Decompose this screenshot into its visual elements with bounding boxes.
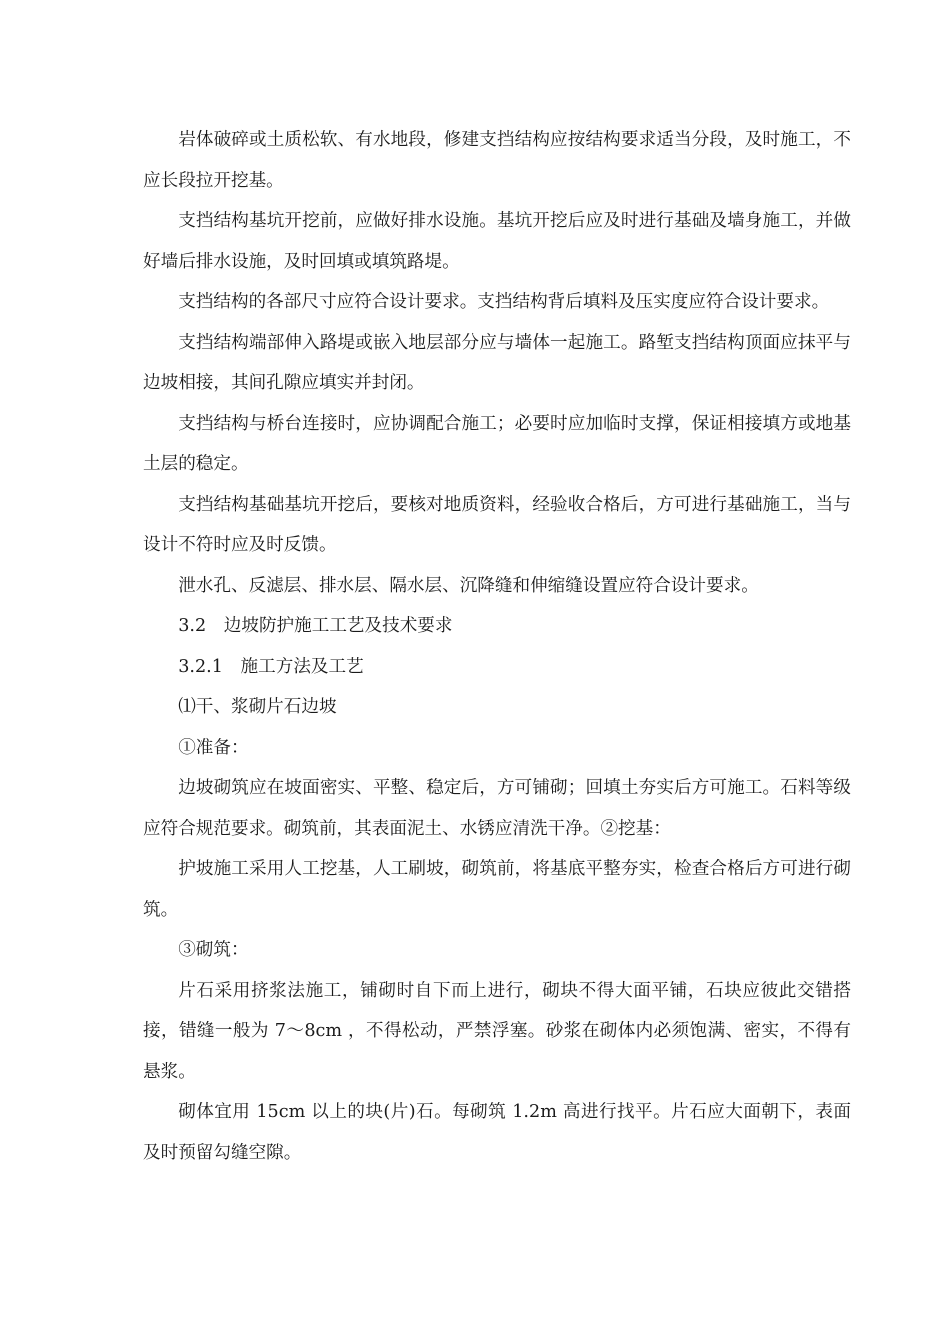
paragraph-excavation: 护坡施工采用人工挖基，人工刷坡，砌筑前，将基底平整夯实，检查合格后方可进行砌筑。 xyxy=(143,859,851,920)
paragraph-preparation: 边坡砌筑应在坡面密实、平整、稳定后，方可铺砌；回填土夯实后方可施工。石料等级应符合规范要求。砌筑前，其表面泥土、水锈应清洗干净。②挖基： xyxy=(143,778,851,839)
paragraph-mortar-method: 片石采用挤浆法施工，铺砌时自下而上进行，砌块不得大面平铺，石块应彼此交错搭接，错缝一般为 7～8cm ，不得松动，严禁浮塞。砂浆在砌体内必须饱满、密实，不得有悬浆。 xyxy=(143,980,851,1082)
step-heading-preparation: ①准备： xyxy=(178,737,249,758)
paragraph-end-embedding: 支挡结构端部伸入路堤或嵌入地层部分应与墙体一起施工。路堑支挡结构顶面应抹平与边坡相接，其间孔隙应填实并封闭。 xyxy=(143,332,851,393)
section-heading-3-2-1: 3.2.1 施工方法及工艺 xyxy=(178,656,364,677)
subheading-masonry-slope: ⑴干、浆砌片石边坡 xyxy=(178,697,337,717)
paragraph-stone-size: 砌体宜用 15cm 以上的块(片)石。每砌筑 1.2m 高进行找平。片石应大面朝下，表面及时预留勾缝空隙。 xyxy=(143,1102,851,1163)
paragraph-abutment-connection: 支挡结构与桥台连接时，应协调配合施工；必要时应加临时支撑，保证相接填方或地基土层的稳定。 xyxy=(143,413,851,474)
paragraph-support-structure-segmentation: 岩体破碎或土质松软、有水地段，修建支挡结构应按结构要求适当分段，及时施工，不应长段拉开挖基。 xyxy=(143,130,851,191)
section-heading-3-2: 3.2 边坡防护施工工艺及技术要求 xyxy=(178,616,453,636)
paragraph-geology-verification: 支挡结构基础基坑开挖后，要核对地质资料，经验收合格后，方可进行基础施工，当与设计不符时应及时反馈。 xyxy=(143,494,851,555)
document-body xyxy=(143,120,851,1173)
step-heading-masonry: ③砌筑： xyxy=(178,940,249,960)
paragraph-dimensions-requirement: 支挡结构的各部尺寸应符合设计要求。支挡结构背后填料及压实度应符合设计要求。 xyxy=(178,292,830,312)
paragraph-drainage-joints: 泄水孔、反滤层、排水层、隔水层、沉降缝和伸缩缝设置应符合设计要求。 xyxy=(178,575,759,596)
paragraph-foundation-pit-drainage: 支挡结构基坑开挖前，应做好排水设施。基坑开挖后应及时进行基础及墙身施工，并做好墙后排水设施，及时回填或填筑路堤。 xyxy=(143,211,851,272)
